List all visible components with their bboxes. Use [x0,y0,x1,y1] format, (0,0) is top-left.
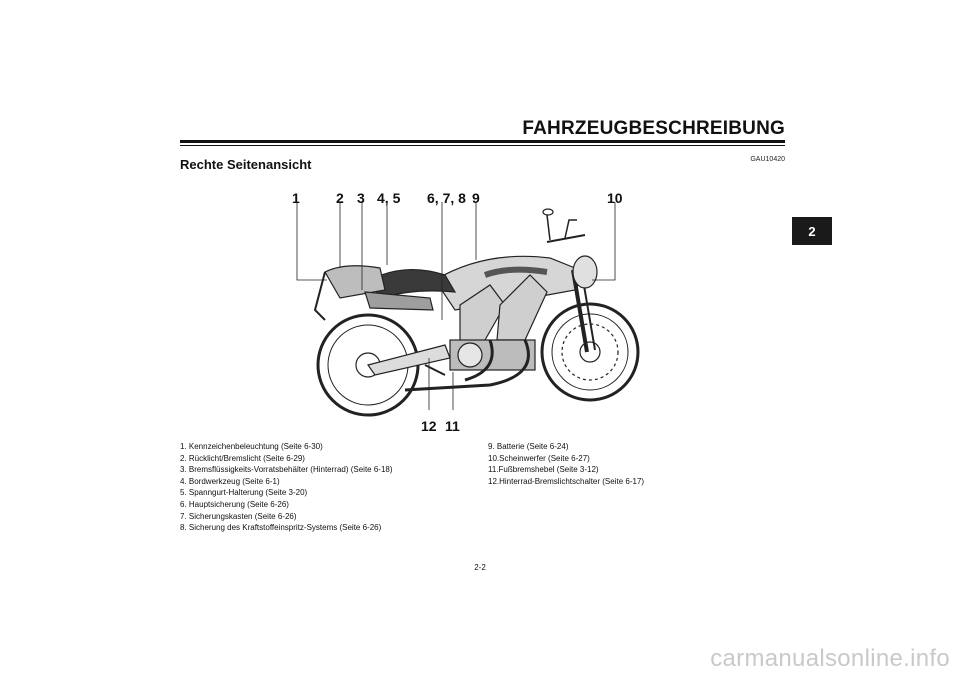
callout-6-7-8: 6, 7, 8 [427,190,466,206]
list-item: 3. Bremsflüssigkeits-Vorratsbehälter (Hinterrad) (Seite 6-18) [180,465,393,475]
list-item: 11.Fußbremshebel (Seite 3-12) [488,465,599,475]
callout-11: 11 [445,418,460,434]
callout-10: 10 [607,190,623,206]
callout-4-5: 4, 5 [377,190,401,206]
page-number: 2-2 [474,563,486,572]
list-item: 2. Rücklicht/Bremslicht (Seite 6-29) [180,453,305,463]
parts-legend-right [488,441,748,487]
list-item: 8. Sicherung des Kraftstoffeinspritz-Systems (Seite 6-26) [180,523,382,533]
watermark: carmanualsonline.info [710,645,950,672]
list-item: 4. Bordwerkzeug (Seite 6-1) [180,476,280,486]
list-item: 10.Scheinwerfer (Seite 6-27) [488,453,590,463]
callout-9: 9 [472,190,480,206]
section-title: Rechte Seitenansicht [180,157,312,172]
list-item: 6. Hauptsicherung (Seite 6-26) [180,499,289,509]
chapter-tab[interactable]: 2 [792,217,832,245]
list-item: 1. Kennzeichenbeleuchtung (Seite 6-30) [180,442,323,451]
document-code: GAU10420 [750,156,785,163]
header-rule [180,140,785,143]
callout-3: 3 [357,190,365,206]
callout-2: 2 [336,190,344,206]
page-header-title: FAHRZEUGBESCHREIBUNG [522,118,785,139]
motorcycle-illustration [285,180,645,435]
parts-legend-left [180,441,480,534]
list-item: 9. Batterie (Seite 6-24) [488,442,569,451]
list-item: 12.Hinterrad-Bremslichtschalter (Seite 6-17) [488,476,645,486]
callout-12: 12 [421,418,437,434]
list-item: 7. Sicherungskasten (Seite 6-26) [180,511,297,521]
header-rule-thin [180,145,785,146]
list-item: 5. Spanngurt-Halterung (Seite 3-20) [180,488,308,498]
callout-1: 1 [292,190,300,206]
